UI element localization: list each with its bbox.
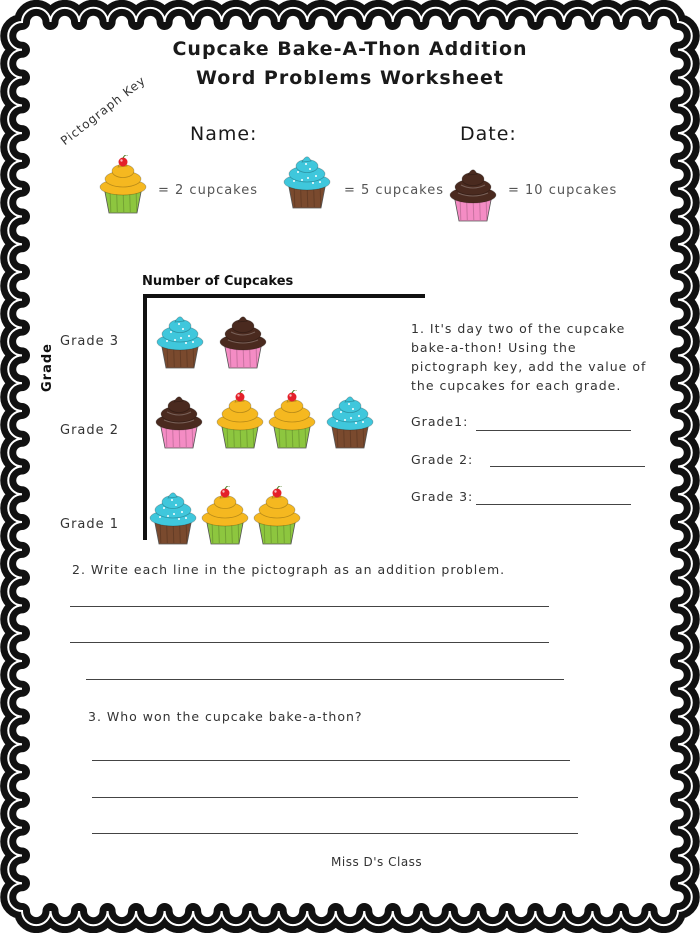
question-1: [411, 319, 671, 395]
date-label: Date:: [460, 123, 517, 145]
row-label-grade-2: Grade 2: [60, 423, 120, 438]
key-item-1-text: = 2 cupcakes: [158, 183, 259, 198]
worksheet-title-line2: Word Problems Worksheet: [195, 67, 505, 89]
question-1-line-3: pictograph key, add the value of: [411, 359, 647, 374]
answer-line-grade-2[interactable]: [490, 466, 645, 467]
grade-1-yellow-cupcake-1: [198, 486, 252, 546]
grade-2-blue-cupcake: [323, 390, 377, 450]
answer-label-grade-1: Grade1:: [411, 414, 469, 429]
answer-label-grade-2: Grade 2:: [411, 452, 474, 467]
q3-answer-line-1[interactable]: [92, 760, 570, 761]
grade-1-blue-cupcake: [146, 486, 200, 546]
question-3: 3. Who won the cupcake bake-a-thon?: [88, 709, 363, 724]
worksheet-title-line1: Cupcake Bake-A-Thon Addition: [172, 38, 528, 60]
answer-line-grade-1[interactable]: [476, 430, 631, 431]
q2-answer-line-3[interactable]: [86, 679, 564, 680]
key-item-3-text: = 10 cupcakes: [508, 183, 618, 198]
q2-answer-line-1[interactable]: [70, 606, 549, 607]
class-footer: Miss D's Class: [331, 855, 423, 869]
grade-1-yellow-cupcake-2: [250, 486, 304, 546]
q3-answer-line-2[interactable]: [92, 797, 578, 798]
row-label-grade-3: Grade 3: [60, 334, 120, 349]
key-chocolate-cupcake-icon: [446, 163, 500, 223]
key-blue-cupcake-icon: [280, 150, 334, 210]
pictograph-top-axis: [143, 294, 425, 298]
q3-answer-line-3[interactable]: [92, 833, 578, 834]
answer-label-grade-3: Grade 3:: [411, 489, 474, 504]
question-1-line-1: 1. It's day two of the cupcake: [411, 321, 626, 336]
answer-line-grade-3[interactable]: [476, 504, 631, 505]
grade-3-blue-cupcake: [153, 310, 207, 370]
key-yellow-cupcake-icon: [96, 155, 150, 215]
name-label: Name:: [190, 123, 258, 145]
pictograph-title: Number of Cupcakes: [142, 274, 294, 289]
grade-2-yellow-cupcake-1: [213, 390, 267, 450]
question-1-line-4: the cupcakes for each grade.: [411, 378, 622, 393]
question-1-line-2: bake-a-thon! Using the: [411, 340, 577, 355]
q2-answer-line-2[interactable]: [70, 642, 549, 643]
grade-2-yellow-cupcake-2: [265, 390, 319, 450]
key-item-2-text: = 5 cupcakes: [344, 183, 445, 198]
grade-axis-label: Grade: [40, 343, 55, 392]
row-label-grade-1: Grade 1: [60, 517, 120, 532]
grade-2-chocolate-cupcake: [152, 390, 206, 450]
pictograph-key-label: Pictograph Key: [58, 73, 149, 149]
question-2: 2. Write each line in the pictograph as an addition problem.: [72, 562, 506, 577]
grade-3-chocolate-cupcake: [216, 310, 270, 370]
